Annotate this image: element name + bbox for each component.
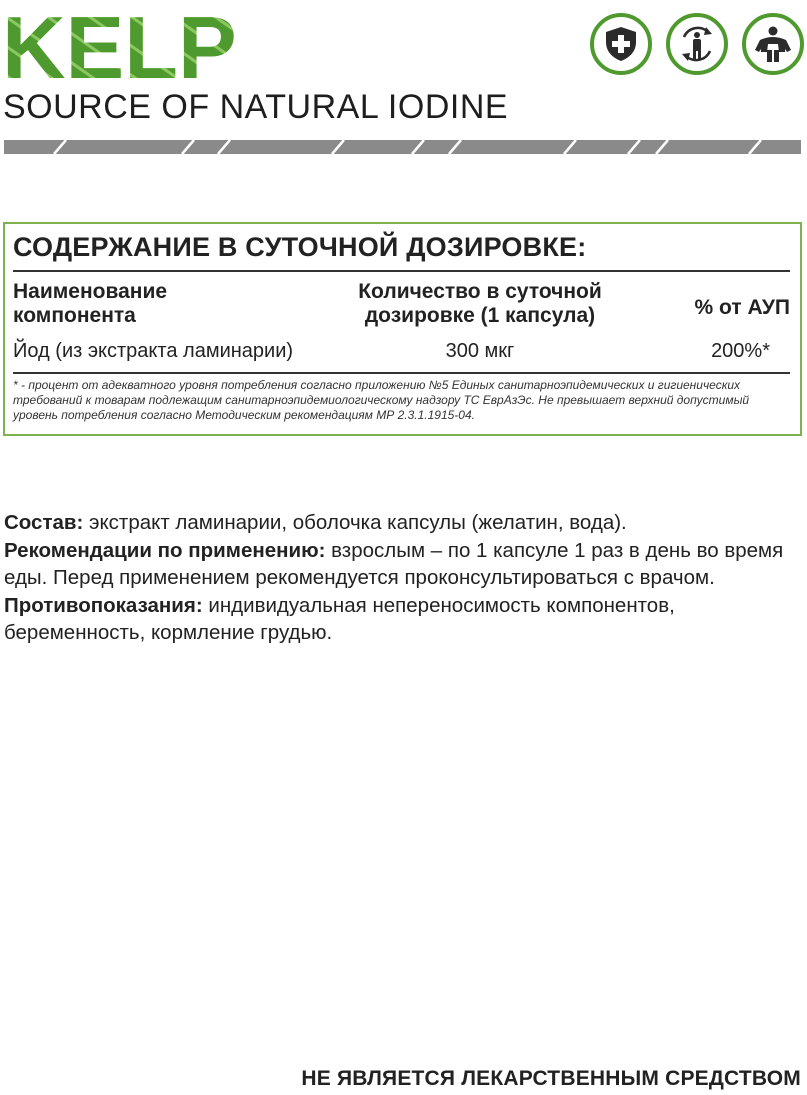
footnote: * - процент от адекватного уровня потребления согласно приложению №5 Единых санитарноэпидемических и гигиенических требований к товарам подлежащим санитарноэпидемиологическому надзору ТС ЕврАзЭс. Не превышает верхний допустимый уровень потребления согласно Методическим рекомендациям МР 2.3.1.1915-04. xyxy=(13,378,750,422)
contra-label: Противопоказания: xyxy=(4,593,203,617)
header-component: Наименование компонента xyxy=(13,280,168,327)
logo-text: KELP xyxy=(2,0,237,97)
person-refresh-icon xyxy=(666,13,728,75)
composition-label: Состав: xyxy=(4,511,84,534)
composition-text: экстракт ламинарии, оболочка капсулы (желатин, вода). xyxy=(83,511,627,534)
title-divider xyxy=(13,270,790,272)
disclaimer: НЕ ЯВЛЯЕТСЯ ЛЕКАРСТВЕННЫМ СРЕДСТВОМ xyxy=(301,1067,801,1090)
tagline: SOURCE OF NATURAL IODINE xyxy=(3,88,509,126)
shield-cross-icon xyxy=(590,13,652,75)
kelp-logo xyxy=(2,0,237,97)
row-percent: 200%* xyxy=(711,340,770,362)
header-amount: Количество в суточной дозировке (1 капсула) xyxy=(358,280,602,327)
table-divider xyxy=(13,372,790,374)
usage-label: Рекомендации по применению: xyxy=(4,538,326,562)
row-amount: 300 мкг xyxy=(445,340,515,362)
strong-person-icon xyxy=(742,13,804,75)
contraindications xyxy=(4,592,804,647)
usage xyxy=(4,537,804,592)
decorative-stripe xyxy=(4,140,801,154)
composition xyxy=(4,509,804,537)
dosage-title: СОДЕРЖАНИЕ В СУТОЧНОЙ ДОЗИРОВКЕ: xyxy=(13,232,587,262)
header-percent: % от АУП xyxy=(694,296,790,319)
product-info xyxy=(4,509,804,647)
row-component: Йод (из экстракта ламинарии) xyxy=(13,340,294,362)
dosage-panel xyxy=(3,222,802,436)
benefit-icons xyxy=(590,13,804,75)
contra-text: индивидуальная непереносимость компонентов, беременность, кормление грудью. xyxy=(4,593,675,644)
usage-text: взрослым – по 1 капсуле 1 раз в день во время еды. Перед применением рекомендуется проконсультироваться с врачом. xyxy=(4,538,784,589)
